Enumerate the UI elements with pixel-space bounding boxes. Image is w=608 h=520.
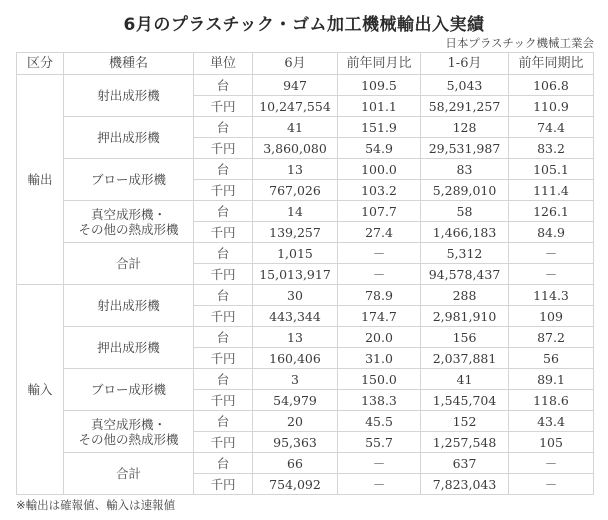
ytd-value: 2,981,910 — [421, 306, 509, 327]
unit-cell: 千円 — [194, 348, 253, 369]
ytd-value: 128 — [421, 117, 509, 138]
yoy-month-value: 103.2 — [338, 180, 421, 201]
machine-name-cell — [64, 369, 194, 411]
yoy-period-value: 105 — [509, 432, 594, 453]
machine-name-line1: 射出成形機 — [97, 298, 160, 313]
header-yoy-month: 前年同月比 — [338, 53, 421, 75]
table-row — [17, 243, 594, 264]
machine-name-cell — [64, 285, 194, 327]
machine-name-line1: 押出成形機 — [97, 340, 160, 355]
unit-cell: 千円 — [194, 432, 253, 453]
header-june: 6月 — [253, 53, 338, 75]
machine-name-cell — [64, 201, 194, 243]
ytd-value: 5,312 — [421, 243, 509, 264]
machine-name-line2: その他の熱成形機 — [78, 221, 179, 237]
machine-name-line1: 押出成形機 — [97, 130, 160, 145]
table-row — [17, 201, 594, 222]
june-value: 947 — [253, 75, 338, 96]
machine-name-cell — [64, 117, 194, 159]
ytd-value: 58 — [421, 201, 509, 222]
ytd-value: 5,289,010 — [421, 180, 509, 201]
june-value: 95,363 — [253, 432, 338, 453]
machine-name-line1: 真空成形機・ — [90, 416, 166, 432]
ytd-value: 5,043 — [421, 75, 509, 96]
page-title: 6月のプラスチック・ゴム加工機械輸出入実績 — [123, 15, 485, 35]
yoy-month-value: 78.9 — [338, 285, 421, 306]
machine-name-line1: 合計 — [115, 256, 141, 271]
ytd-value: 1,257,548 — [421, 432, 509, 453]
unit-cell: 台 — [194, 243, 253, 264]
june-value: 13 — [253, 327, 338, 348]
yoy-period-value: 110.9 — [509, 96, 594, 117]
yoy-month-value: － — [338, 474, 421, 495]
ytd-value: 41 — [421, 369, 509, 390]
yoy-month-value: 31.0 — [338, 348, 421, 369]
ytd-value: 7,823,043 — [421, 474, 509, 495]
yoy-period-value: 114.3 — [509, 285, 594, 306]
machine-name-cell — [64, 159, 194, 201]
table-row — [17, 369, 594, 390]
footnote: ※輸出は確報値、輸入は速報値 — [16, 498, 176, 512]
ytd-value: 152 — [421, 411, 509, 432]
header-category: 区分 — [17, 53, 64, 75]
june-value: 14 — [253, 201, 338, 222]
table-row — [17, 75, 594, 96]
yoy-period-value: － — [509, 264, 594, 285]
source-label: 日本プラスチック機械工業会 — [445, 36, 594, 50]
yoy-month-value: － — [338, 453, 421, 474]
unit-cell: 千円 — [194, 96, 253, 117]
unit-cell: 千円 — [194, 474, 253, 495]
table-row — [17, 453, 594, 474]
yoy-month-value: 101.1 — [338, 96, 421, 117]
ytd-value: 2,037,881 — [421, 348, 509, 369]
machine-name-cell — [64, 411, 194, 453]
machine-name-line1: 合計 — [115, 466, 141, 481]
header-ytd: 1-6月 — [421, 53, 509, 75]
yoy-month-value: 138.3 — [338, 390, 421, 411]
machine-name-line1: ブロー成形機 — [90, 172, 166, 187]
yoy-period-value: 105.1 — [509, 159, 594, 180]
yoy-month-value: 55.7 — [338, 432, 421, 453]
unit-cell: 千円 — [194, 306, 253, 327]
yoy-month-value: 151.9 — [338, 117, 421, 138]
ytd-value: 1,466,183 — [421, 222, 509, 243]
yoy-period-value: 87.2 — [509, 327, 594, 348]
yoy-month-value: － — [338, 243, 421, 264]
june-value: 54,979 — [253, 390, 338, 411]
table-row — [17, 327, 594, 348]
june-value: 767,026 — [253, 180, 338, 201]
unit-cell: 台 — [194, 201, 253, 222]
ytd-value: 637 — [421, 453, 509, 474]
june-value: 160,406 — [253, 348, 338, 369]
june-value: 3,860,080 — [253, 138, 338, 159]
june-value: 13 — [253, 159, 338, 180]
june-value: 3 — [253, 369, 338, 390]
unit-cell: 台 — [194, 117, 253, 138]
unit-cell: 台 — [194, 327, 253, 348]
unit-cell: 千円 — [194, 222, 253, 243]
machine-name-line2: その他の熱成形機 — [78, 431, 179, 447]
yoy-month-value: 107.7 — [338, 201, 421, 222]
yoy-period-value: 56 — [509, 348, 594, 369]
june-value: 41 — [253, 117, 338, 138]
june-value: 66 — [253, 453, 338, 474]
yoy-month-value: － — [338, 264, 421, 285]
trade-table — [16, 52, 594, 495]
yoy-period-value: 84.9 — [509, 222, 594, 243]
header-yoy-period: 前年同期比 — [509, 53, 594, 75]
ytd-value: 1,545,704 — [421, 390, 509, 411]
june-value: 20 — [253, 411, 338, 432]
machine-name-cell — [64, 243, 194, 285]
june-value: 443,344 — [253, 306, 338, 327]
header-unit: 単位 — [194, 53, 253, 75]
unit-cell: 千円 — [194, 264, 253, 285]
yoy-month-value: 100.0 — [338, 159, 421, 180]
ytd-value: 58,291,257 — [421, 96, 509, 117]
june-value: 139,257 — [253, 222, 338, 243]
unit-cell: 台 — [194, 285, 253, 306]
yoy-month-value: 45.5 — [338, 411, 421, 432]
ytd-value: 94,578,437 — [421, 264, 509, 285]
unit-cell: 台 — [194, 453, 253, 474]
header-machine-name: 機種名 — [64, 53, 194, 75]
june-value: 15,013,917 — [253, 264, 338, 285]
machine-name-cell — [64, 453, 194, 495]
yoy-period-value: － — [509, 243, 594, 264]
yoy-period-value: 111.4 — [509, 180, 594, 201]
machine-name-line1: 真空成形機・ — [90, 206, 166, 222]
unit-cell: 千円 — [194, 390, 253, 411]
yoy-month-value: 27.4 — [338, 222, 421, 243]
table-row — [17, 159, 594, 180]
machine-name-cell — [64, 75, 194, 117]
unit-cell: 千円 — [194, 180, 253, 201]
yoy-period-value: － — [509, 474, 594, 495]
unit-cell: 台 — [194, 159, 253, 180]
yoy-period-value: 109 — [509, 306, 594, 327]
yoy-period-value: 106.8 — [509, 75, 594, 96]
category-cell: 輸入 — [17, 285, 64, 495]
category-cell: 輸出 — [17, 75, 64, 285]
yoy-period-value: 43.4 — [509, 411, 594, 432]
table-row — [17, 285, 594, 306]
yoy-month-value: 109.5 — [338, 75, 421, 96]
june-value: 1,015 — [253, 243, 338, 264]
unit-cell: 台 — [194, 411, 253, 432]
machine-name-cell — [64, 327, 194, 369]
yoy-month-value: 150.0 — [338, 369, 421, 390]
unit-cell: 台 — [194, 75, 253, 96]
ytd-value: 156 — [421, 327, 509, 348]
header-row — [17, 53, 594, 75]
june-value: 30 — [253, 285, 338, 306]
ytd-value: 83 — [421, 159, 509, 180]
yoy-month-value: 174.7 — [338, 306, 421, 327]
yoy-period-value: 126.1 — [509, 201, 594, 222]
yoy-month-value: 54.9 — [338, 138, 421, 159]
ytd-value: 29,531,987 — [421, 138, 509, 159]
machine-name-line1: 射出成形機 — [97, 88, 160, 103]
unit-cell: 千円 — [194, 138, 253, 159]
yoy-period-value: 89.1 — [509, 369, 594, 390]
june-value: 754,092 — [253, 474, 338, 495]
june-value: 10,247,554 — [253, 96, 338, 117]
table-row — [17, 411, 594, 432]
table-row — [17, 117, 594, 138]
yoy-month-value: 20.0 — [338, 327, 421, 348]
yoy-period-value: － — [509, 453, 594, 474]
yoy-period-value: 83.2 — [509, 138, 594, 159]
unit-cell: 台 — [194, 369, 253, 390]
yoy-period-value: 118.6 — [509, 390, 594, 411]
ytd-value: 288 — [421, 285, 509, 306]
yoy-period-value: 74.4 — [509, 117, 594, 138]
machine-name-line1: ブロー成形機 — [90, 382, 166, 397]
